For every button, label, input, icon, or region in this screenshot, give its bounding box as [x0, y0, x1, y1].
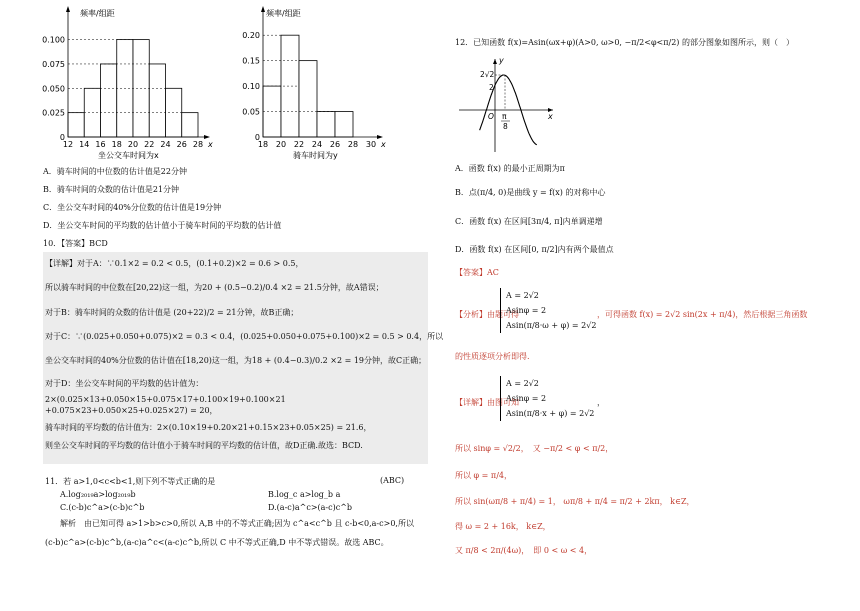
xtick-label: 30	[365, 140, 377, 149]
detail-line-4: 对于C：∵(0.025+0.050+0.075)×2 = 0.3 < 0.4，(0.025+0.050+0.075+0.100)×2 = 0.5 > 0.4，所以	[45, 332, 444, 341]
graph-pi-label: π	[502, 112, 507, 121]
step-5: 又 π/8 < 2π/(4ω)， 即 0 < ω < 4，	[455, 546, 593, 555]
xtick-label: 24	[311, 140, 323, 149]
option-a: A．骑车时间的中位数的估计值是22分钟	[43, 167, 187, 176]
histogram-bus-time	[40, 5, 230, 165]
option-b: B．骑车时间的众数的估计值是21分钟	[43, 185, 180, 194]
ytick-label: 0.025	[42, 108, 65, 118]
detail-line-3: 对于B：骑车时间的众数的估计值是 (20+22)/2 = 21分钟，故B正确；	[45, 308, 299, 317]
xtick-label: 24	[160, 140, 171, 149]
graph-eight-label: 8	[503, 122, 508, 131]
histogram-bike-time	[238, 5, 398, 165]
graph-y-label: y	[499, 56, 504, 65]
histogram-bar	[149, 64, 165, 137]
detail-mid: 由图可知	[487, 398, 519, 407]
detail-line-7: 2×(0.025×13+0.050×15+0.075×17+0.100×19+0.100×21	[45, 395, 286, 404]
q11-option-d: D.(a-c)a^c>(a-c)c^b	[268, 503, 353, 512]
xtick-label: 26	[329, 140, 341, 149]
histogram-bar	[299, 61, 317, 137]
ytick-label: 0.10	[242, 82, 260, 92]
origin-label: 0	[59, 133, 65, 142]
xtick-label: 20	[127, 140, 139, 149]
xtick-label: 20	[275, 140, 287, 149]
histogram-bar	[68, 113, 84, 137]
analysis-system	[500, 288, 596, 333]
ytick-label: 0.100	[42, 35, 65, 45]
q11-solution-1: 解析 由已知可得 a>1>b>c>0,所以 A,B 中的不等式正确;因为 c^a<c^b 且 c-b<0,a-c>0,所以	[60, 519, 414, 528]
histogram-bar	[335, 112, 353, 137]
hist2-ylabel: 频率/组距	[266, 9, 301, 18]
graph-origin-label: O	[488, 112, 494, 121]
q12-answer: 【答案】AC	[455, 268, 499, 277]
histogram-bar	[101, 64, 117, 137]
xtick-label: 18	[257, 140, 269, 149]
xtick-label: 26	[176, 140, 187, 149]
detail-label: 【详解】	[455, 398, 487, 407]
xtick-label: 28	[192, 140, 204, 149]
analysis-eq-1: A = 2√2	[506, 291, 539, 300]
q11-solution-2: (c-b)c^a>(c-b)c^b,(a-c)a^c<(a-c)c^b,所以 C 中不等式正确,D 中不等式错误。故选 ABC。	[45, 538, 389, 547]
graph-y2-label: 2	[489, 83, 494, 92]
q12-option-d: D．函数 f(x) 在区间[0, π/2]内有两个最值点	[455, 245, 614, 254]
y-axis-arrow	[261, 6, 265, 12]
xtick-label: 18	[111, 140, 122, 149]
xtick-label: 16	[95, 140, 106, 149]
detail-eq-2: Asinφ = 2	[506, 394, 547, 403]
ytick-label: 0.15	[242, 56, 260, 66]
q12-option-a: A．函数 f(x) 的最小正周期为π	[455, 164, 565, 173]
ytick-label: 0.20	[242, 31, 260, 41]
step-4: 得 ω = 2 + 16k， k∈Z，	[455, 522, 551, 531]
detail-line-2: 所以骑车时间的中位数在[20,22)这一组，为20 + (0.5−0.2)/0.4 ×2 = 21.5分钟，故A错误；	[45, 283, 384, 292]
detail-line-6: 对于D：坐公交车时间的平均数的估计值为：	[45, 379, 204, 388]
ytick-label: 0.05	[242, 107, 260, 117]
x-variable-label: x	[208, 140, 213, 149]
detail-line-8: +0.075×23+0.050×25+0.025×27) = 20，	[45, 406, 218, 415]
q11-stem: 11．若 a>1,0<c<b<1,则下列不等式正确的是	[45, 477, 216, 486]
x-axis-arrow	[204, 135, 210, 139]
step-3: 所以 sin(ωπ/8 + π/4) = 1， ωπ/8 + π/4 = π/2 + 2kπ， k∈Z，	[455, 497, 695, 506]
q11-answer: (ABC)	[380, 476, 405, 485]
hist1-ylabel: 频率/组距	[80, 9, 115, 18]
detail-system	[500, 376, 594, 421]
graph-x-label: x	[548, 112, 553, 121]
graph-ymax-label: 2√2	[480, 70, 495, 79]
y-axis-arrow	[66, 6, 70, 12]
xtick-label: 22	[144, 140, 155, 149]
analysis-eq-2: Asinφ = 2	[506, 306, 547, 315]
ytick-label: 0.050	[42, 84, 65, 94]
detail-comma: ，	[597, 398, 605, 407]
detail-eq-1: A = 2√2	[506, 379, 539, 388]
sine-graph	[455, 55, 555, 155]
analysis-mid: 由题可得	[487, 310, 519, 319]
detail-line-10: 则坐公交车时间的平均数的估计值小于骑车时间的平均数的估计值，故D正确.故选：BCD.	[45, 441, 363, 450]
x-axis-arrow	[377, 135, 383, 139]
q12-option-c: C．函数 f(x) 在区间[3π/4, π]内单调递增	[455, 217, 603, 226]
q11-option-c: C.(c-b)c^a>(c-b)c^b	[60, 503, 145, 512]
hist2-xlabel: 骑车时间为y	[293, 151, 338, 160]
analysis-eq-3: Asin(π/8·ω + φ) = 2√2	[506, 321, 597, 330]
q11-option-b: B.log_c a>log_b a	[268, 490, 341, 499]
analysis-tail-2: 的性质逐项分析即得.	[455, 352, 530, 361]
step-1: 所以 sinφ = √2/2， 又 −π/2 < φ < π/2，	[455, 444, 614, 453]
option-d: D．坐公交车时间的平均数的估计值小于骑车时间的平均数的估计值	[43, 221, 282, 230]
detail-line-9: 骑车时间的平均数的估计值为：2×(0.10×19+0.20×21+0.15×23+0.05×25) = 21.6，	[45, 423, 372, 432]
option-c: C．坐公交车时间的40%分位数的估计值是19分钟	[43, 203, 222, 212]
detail-line-1: 【详解】对于A：∵0.1×2 = 0.2 < 0.5，(0.1+0.2)×2 = 0.6 > 0.5，	[45, 259, 304, 268]
xtick-label: 12	[62, 140, 74, 149]
xtick-label: 22	[293, 140, 305, 149]
q10-answer: 10．【答案】BCD	[43, 239, 108, 248]
detail-eq-3: Asin(π/8·x + φ) = 2√2	[506, 409, 595, 418]
analysis-tail: ，可得函数 f(x) = 2√2 sin(2x + π/4)，然后根据三角函数	[597, 310, 808, 319]
xtick-label: 14	[79, 140, 90, 149]
q12-stem: 12．已知函数 f(x)=Asin(ωx+φ)(A>0, ω>0, −π/2<φ<π/2) 的部分图象如图所示，则（ ）	[455, 38, 794, 47]
q12-option-b: B．点(π/4, 0)是曲线 y = f(x) 的对称中心	[455, 188, 606, 197]
histogram-bar	[317, 112, 335, 137]
step-2: 所以 φ = π/4，	[455, 471, 512, 480]
origin-label: 0	[254, 133, 260, 142]
analysis-label: 【分析】	[455, 310, 487, 319]
histogram-bar	[182, 113, 198, 137]
xtick-label: 28	[347, 140, 359, 149]
q11-option-a: A.log₂₀₁₉a>log₂₀₁₉b	[60, 490, 136, 499]
x-variable-label: x	[381, 140, 386, 149]
ytick-label: 0.075	[42, 59, 65, 69]
hist1-xlabel: 坐公交车时间为x	[98, 151, 159, 160]
detail-line-5: 坐公交车时间的40%分位数的估计值在[18,20)这一组，为18 + (0.4−0.3)/0.2 ×2 = 19分钟，故C正确；	[45, 356, 427, 365]
